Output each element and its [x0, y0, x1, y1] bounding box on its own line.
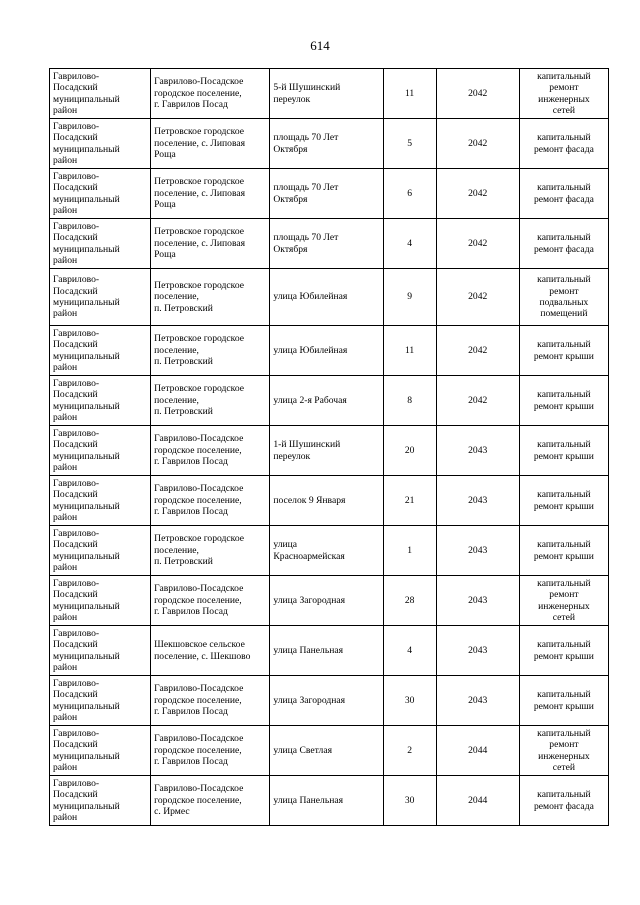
- work-type-cell-text: капитальный ремонт крыши: [533, 539, 594, 562]
- house-number-cell-text: 11: [404, 344, 415, 356]
- table-row: [50, 269, 609, 326]
- district-cell: [50, 676, 151, 726]
- house-number-cell-text: 9: [407, 291, 412, 303]
- street-cell-text: улица Юбилейная: [273, 344, 348, 356]
- district-cell-text: Гаврилово- Посадский муниципальный район: [53, 327, 120, 373]
- work-type-cell: [519, 526, 608, 576]
- street-cell-text: 5-й Шушинский переулок: [273, 82, 341, 105]
- house-number-cell: [383, 119, 436, 169]
- work-type-cell-text: капитальный ремонт инженерных сетей: [537, 577, 591, 623]
- district-cell-text: Гаврилово- Посадский муниципальный район: [53, 427, 120, 473]
- work-type-cell: [519, 376, 608, 426]
- settlement-cell-text: Гаврилово-Посадское городское поселение, г. Гаврилов Посад: [154, 433, 244, 468]
- work-type-cell-text: капитальный ремонт фасада: [533, 232, 594, 255]
- work-type-cell: [519, 626, 608, 676]
- settlement-cell-text: Гаврилово-Посадское городское поселение, г. Гаврилов Посад: [154, 583, 244, 618]
- work-type-cell: [519, 269, 608, 326]
- settlement-cell: [151, 269, 270, 326]
- settlement-cell-text: Гаврилово-Посадское городское поселение, с. Ирмес: [154, 783, 244, 818]
- district-cell-text: Гаврилово- Посадский муниципальный район: [53, 220, 120, 266]
- street-cell-text: площадь 70 Лет Октября: [273, 182, 339, 205]
- district-cell: [50, 526, 151, 576]
- street-cell: [270, 476, 383, 526]
- work-type-cell-text: капитальный ремонт крыши: [533, 489, 594, 512]
- street-cell-text: улица Светлая: [273, 744, 333, 756]
- district-cell: [50, 269, 151, 326]
- district-cell-text: Гаврилово- Посадский муниципальный район: [53, 777, 120, 823]
- house-number-cell-text: 1: [407, 544, 412, 556]
- house-number-cell-text: 4: [407, 644, 412, 656]
- work-type-cell-text: капитальный ремонт крыши: [533, 389, 594, 412]
- street-cell: [270, 776, 383, 826]
- district-cell-text: Гаврилово- Посадский муниципальный район: [53, 727, 120, 773]
- district-cell-text: Гаврилово- Посадский муниципальный район: [53, 577, 120, 623]
- year-cell-text: 2042: [468, 87, 488, 99]
- street-cell-text: улица Панельная: [273, 794, 344, 806]
- year-cell-text: 2043: [468, 444, 488, 456]
- year-cell-text: 2044: [468, 794, 488, 806]
- table-row: [50, 576, 609, 626]
- district-cell-text: Гаврилово- Посадский муниципальный район: [53, 677, 120, 723]
- street-cell: [270, 119, 383, 169]
- work-type-cell: [519, 426, 608, 476]
- settlement-cell: [151, 119, 270, 169]
- work-type-cell: [519, 119, 608, 169]
- house-number-cell: [383, 726, 436, 776]
- house-number-cell-text: 5: [407, 137, 412, 149]
- district-cell-text: Гаврилово- Посадский муниципальный район: [53, 627, 120, 673]
- settlement-cell-text: Шекшовское сельское поселение, с. Шекшово: [154, 639, 251, 662]
- district-cell-text: Гаврилово- Посадский муниципальный район: [53, 377, 120, 423]
- house-number-cell: [383, 69, 436, 119]
- year-cell-text: 2042: [468, 237, 488, 249]
- work-type-cell: [519, 726, 608, 776]
- year-cell: [436, 119, 519, 169]
- street-cell: [270, 626, 383, 676]
- district-cell-text: Гаврилово- Посадский муниципальный район: [53, 274, 120, 320]
- settlement-cell: [151, 219, 270, 269]
- work-type-cell-text: капитальный ремонт крыши: [533, 639, 594, 662]
- street-cell: [270, 69, 383, 119]
- table-row: [50, 69, 609, 119]
- house-number-cell-text: 21: [404, 494, 415, 506]
- settlement-cell-text: Петровское городское поселение, п. Петровский: [154, 533, 245, 568]
- table-row: [50, 726, 609, 776]
- table-row: [50, 776, 609, 826]
- year-cell-text: 2042: [468, 291, 488, 303]
- repair-schedule-table: [49, 68, 609, 826]
- year-cell-text: 2042: [468, 394, 488, 406]
- year-cell-text: 2042: [468, 344, 488, 356]
- settlement-cell: [151, 326, 270, 376]
- work-type-cell: [519, 476, 608, 526]
- street-cell-text: улица 2-я Рабочая: [273, 394, 347, 406]
- street-cell-text: площадь 70 Лет Октября: [273, 232, 339, 255]
- settlement-cell: [151, 69, 270, 119]
- house-number-cell: [383, 426, 436, 476]
- settlement-cell: [151, 526, 270, 576]
- table-body: [50, 69, 609, 826]
- house-number-cell-text: 11: [404, 87, 415, 99]
- street-cell: [270, 426, 383, 476]
- year-cell-text: 2043: [468, 644, 488, 656]
- year-cell: [436, 576, 519, 626]
- year-cell-text: 2042: [468, 137, 488, 149]
- work-type-cell-text: капитальный ремонт крыши: [533, 689, 594, 712]
- house-number-cell: [383, 526, 436, 576]
- settlement-cell: [151, 169, 270, 219]
- table-row: [50, 169, 609, 219]
- work-type-cell-text: капитальный ремонт инженерных сетей: [537, 727, 591, 773]
- work-type-cell-text: капитальный ремонт крыши: [533, 339, 594, 362]
- street-cell: [270, 169, 383, 219]
- house-number-cell: [383, 219, 436, 269]
- settlement-cell: [151, 376, 270, 426]
- year-cell-text: 2043: [468, 694, 488, 706]
- settlement-cell: [151, 676, 270, 726]
- year-cell: [436, 526, 519, 576]
- settlement-cell-text: Гаврилово-Посадское городское поселение, г. Гаврилов Посад: [154, 683, 244, 718]
- year-cell: [436, 476, 519, 526]
- settlement-cell: [151, 426, 270, 476]
- settlement-cell-text: Петровское городское поселение, с. Липовая Роща: [154, 126, 246, 161]
- street-cell-text: площадь 70 Лет Октября: [273, 132, 339, 155]
- table-row: [50, 376, 609, 426]
- district-cell: [50, 326, 151, 376]
- district-cell: [50, 69, 151, 119]
- house-number-cell-text: 30: [404, 694, 415, 706]
- district-cell-text: Гаврилово- Посадский муниципальный район: [53, 170, 120, 216]
- settlement-cell-text: Гаврилово-Посадское городское поселение, г. Гаврилов Посад: [154, 483, 244, 518]
- work-type-cell: [519, 576, 608, 626]
- street-cell-text: улица Загородная: [273, 594, 346, 606]
- district-cell: [50, 169, 151, 219]
- street-cell: [270, 676, 383, 726]
- year-cell-text: 2042: [468, 187, 488, 199]
- district-cell: [50, 426, 151, 476]
- district-cell-text: Гаврилово- Посадский муниципальный район: [53, 120, 120, 166]
- table-row: [50, 219, 609, 269]
- table-row: [50, 326, 609, 376]
- district-cell: [50, 219, 151, 269]
- year-cell: [436, 726, 519, 776]
- district-cell-text: Гаврилово- Посадский муниципальный район: [53, 527, 120, 573]
- table-row: [50, 476, 609, 526]
- district-cell: [50, 726, 151, 776]
- settlement-cell-text: Петровское городское поселение, с. Липовая Роща: [154, 176, 246, 211]
- street-cell-text: улица Панельная: [273, 644, 344, 656]
- settlement-cell-text: Петровское городское поселение, п. Петровский: [154, 383, 245, 418]
- street-cell-text: улица Красноармейская: [273, 539, 345, 562]
- settlement-cell: [151, 626, 270, 676]
- settlement-cell: [151, 576, 270, 626]
- year-cell-text: 2044: [468, 744, 488, 756]
- work-type-cell-text: капитальный ремонт фасада: [533, 132, 594, 155]
- work-type-cell: [519, 69, 608, 119]
- settlement-cell: [151, 776, 270, 826]
- house-number-cell: [383, 776, 436, 826]
- year-cell: [436, 169, 519, 219]
- work-type-cell: [519, 676, 608, 726]
- settlement-cell-text: Гаврилово-Посадское городское поселение, г. Гаврилов Посад: [154, 733, 244, 768]
- table-row: [50, 119, 609, 169]
- work-type-cell-text: капитальный ремонт фасада: [533, 182, 594, 205]
- house-number-cell-text: 20: [404, 444, 415, 456]
- house-number-cell: [383, 676, 436, 726]
- work-type-cell-text: капитальный ремонт фасада: [533, 789, 594, 812]
- house-number-cell: [383, 376, 436, 426]
- street-cell: [270, 326, 383, 376]
- year-cell: [436, 776, 519, 826]
- settlement-cell-text: Петровское городское поселение, с. Липовая Роща: [154, 226, 246, 261]
- table-row: [50, 426, 609, 476]
- year-cell: [436, 219, 519, 269]
- house-number-cell: [383, 626, 436, 676]
- house-number-cell: [383, 476, 436, 526]
- year-cell: [436, 676, 519, 726]
- street-cell: [270, 269, 383, 326]
- work-type-cell-text: капитальный ремонт подвальных помещений: [537, 274, 591, 320]
- year-cell: [436, 376, 519, 426]
- district-cell-text: Гаврилово- Посадский муниципальный район: [53, 70, 120, 116]
- settlement-cell-text: Гаврилово-Посадское городское поселение, г. Гаврилов Посад: [154, 76, 244, 111]
- settlement-cell: [151, 726, 270, 776]
- house-number-cell: [383, 169, 436, 219]
- district-cell: [50, 576, 151, 626]
- table-row: [50, 626, 609, 676]
- street-cell-text: улица Загородная: [273, 694, 346, 706]
- work-type-cell: [519, 776, 608, 826]
- house-number-cell: [383, 576, 436, 626]
- street-cell: [270, 726, 383, 776]
- house-number-cell-text: 30: [404, 794, 415, 806]
- district-cell: [50, 119, 151, 169]
- work-type-cell-text: капитальный ремонт инженерных сетей: [537, 70, 591, 116]
- year-cell: [436, 69, 519, 119]
- table-row: [50, 526, 609, 576]
- work-type-cell: [519, 169, 608, 219]
- house-number-cell-text: 6: [407, 187, 412, 199]
- settlement-cell: [151, 476, 270, 526]
- year-cell: [436, 626, 519, 676]
- year-cell-text: 2043: [468, 544, 488, 556]
- district-cell-text: Гаврилово- Посадский муниципальный район: [53, 477, 120, 523]
- house-number-cell-text: 8: [407, 394, 412, 406]
- settlement-cell-text: Петровское городское поселение, п. Петровский: [154, 333, 245, 368]
- street-cell: [270, 526, 383, 576]
- street-cell: [270, 576, 383, 626]
- house-number-cell-text: 2: [407, 744, 412, 756]
- street-cell: [270, 219, 383, 269]
- year-cell: [436, 269, 519, 326]
- year-cell-text: 2043: [468, 494, 488, 506]
- year-cell-text: 2043: [468, 594, 488, 606]
- year-cell: [436, 426, 519, 476]
- house-number-cell: [383, 269, 436, 326]
- house-number-cell-text: 28: [404, 594, 415, 606]
- district-cell: [50, 626, 151, 676]
- district-cell: [50, 476, 151, 526]
- street-cell-text: улица Юбилейная: [273, 291, 348, 303]
- work-type-cell: [519, 326, 608, 376]
- work-type-cell: [519, 219, 608, 269]
- street-cell-text: 1-й Шушинский переулок: [273, 439, 341, 462]
- district-cell: [50, 776, 151, 826]
- year-cell: [436, 326, 519, 376]
- page-number: 614: [310, 38, 330, 53]
- street-cell-text: поселок 9 Января: [273, 494, 346, 506]
- settlement-cell-text: Петровское городское поселение, п. Петровский: [154, 279, 245, 314]
- house-number-cell: [383, 326, 436, 376]
- table-row: [50, 676, 609, 726]
- work-type-cell-text: капитальный ремонт крыши: [533, 439, 594, 462]
- street-cell: [270, 376, 383, 426]
- district-cell: [50, 376, 151, 426]
- house-number-cell-text: 4: [407, 237, 412, 249]
